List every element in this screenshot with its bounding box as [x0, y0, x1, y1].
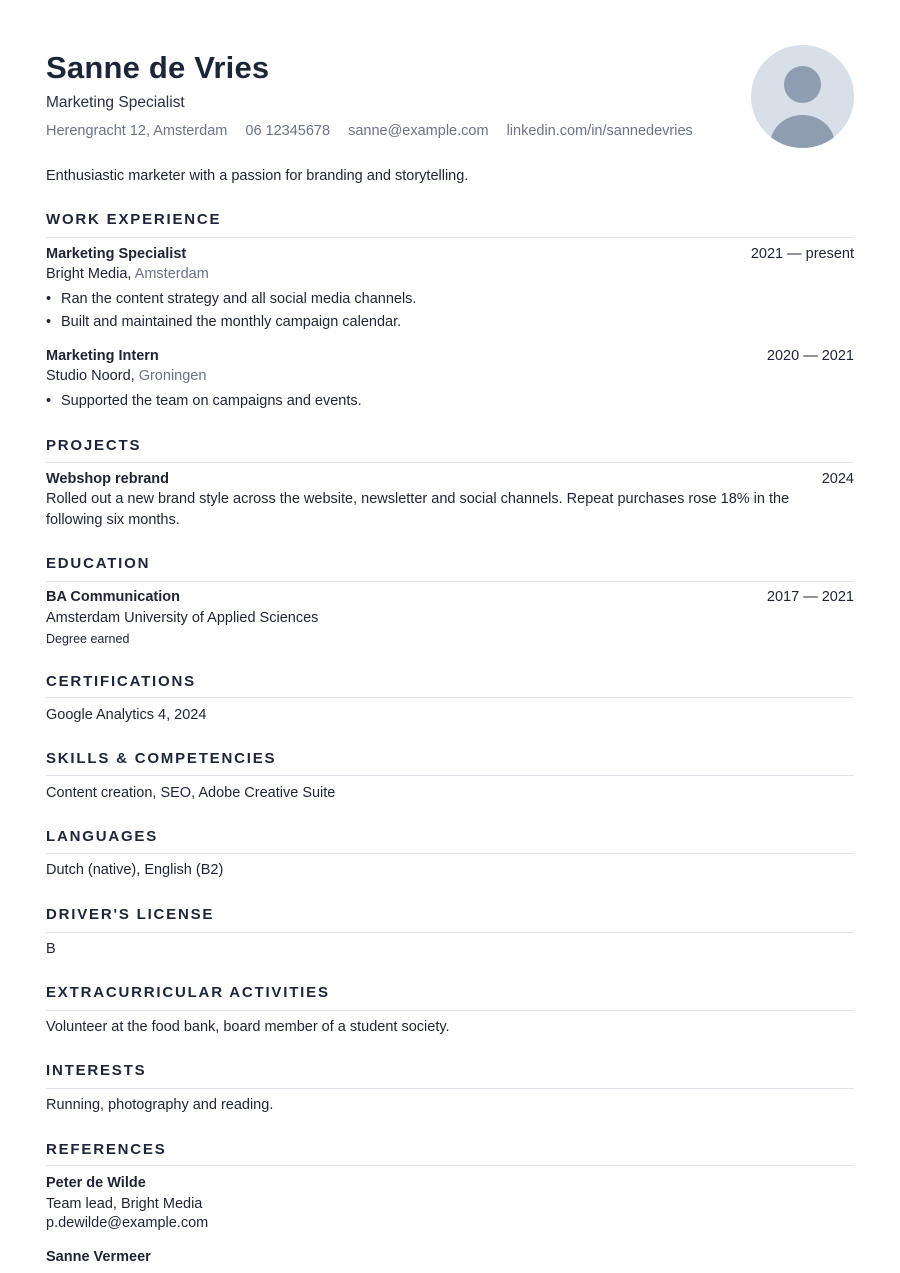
section-divider: [46, 1088, 854, 1089]
license-text: B: [46, 941, 56, 957]
education-dates: 2017 — 2021: [766, 589, 854, 605]
resume-page: [46, 0, 854, 1265]
job-dates: 2021 — present: [750, 246, 854, 262]
section-divider: [46, 1010, 854, 1011]
contact-phone: 06 12345678: [245, 123, 331, 139]
project-year: 2024: [821, 471, 854, 487]
section-title-license: DRIVER'S LICENSE: [46, 906, 215, 923]
reference-email: p.dewilde@example.com: [46, 1215, 209, 1231]
section-title-education: EDUCATION: [46, 555, 151, 572]
contact-line: [46, 123, 707, 139]
contact-email: sanne@example.com: [348, 123, 489, 139]
section-divider: [46, 697, 854, 698]
reference-name: Peter de Wilde: [46, 1175, 146, 1191]
contact-address: Herengracht 12, Amsterdam: [46, 123, 228, 139]
section-divider: [46, 237, 854, 238]
reference-role: Team lead, Bright Media: [46, 1196, 203, 1212]
job-company-line: [46, 266, 209, 282]
job-dates: 2020 — 2021: [766, 348, 854, 364]
extracurricular-text: Volunteer at the food bank, board member of a student society.: [46, 1019, 450, 1035]
list-item: • Supported the team on campaigns and events.: [46, 393, 362, 409]
person-silhouette-icon: [784, 66, 821, 103]
education-note: Degree earned: [46, 632, 130, 646]
section-divider: [46, 581, 854, 582]
list-item: • Ran the content strategy and all social media channels.: [46, 291, 417, 307]
section-title-languages: LANGUAGES: [46, 828, 159, 845]
job-company-line: [46, 368, 206, 384]
languages-text: Dutch (native), English (B2): [46, 862, 224, 878]
reference-name: Sanne Vermeer: [46, 1249, 151, 1265]
section-title-interests: INTERESTS: [46, 1062, 147, 1079]
job-city: Amsterdam: [134, 266, 209, 282]
section-title-certifications: CERTIFICATIONS: [46, 673, 196, 690]
section-title-references: REFERENCES: [46, 1141, 167, 1158]
section-divider: [46, 853, 854, 854]
section-title-work: WORK EXPERIENCE: [46, 211, 222, 228]
section-title-extracurricular: EXTRACURRICULAR ACTIVITIES: [46, 984, 330, 1001]
candidate-title: Marketing Specialist: [46, 94, 185, 111]
job-city: Groningen: [138, 368, 207, 384]
resume-header: [46, 0, 854, 150]
job-company: Bright Media,: [46, 266, 132, 282]
person-silhouette-body: [770, 115, 835, 148]
job-title: Marketing Intern: [46, 348, 159, 364]
project-name: Webshop rebrand: [46, 471, 169, 487]
certifications-text: Google Analytics 4, 2024: [46, 707, 207, 723]
education-school: Amsterdam University of Applied Sciences: [46, 610, 319, 626]
section-title-projects: PROJECTS: [46, 437, 142, 454]
section-divider: [46, 462, 854, 463]
education-degree: BA Communication: [46, 589, 180, 605]
avatar: [751, 45, 854, 148]
summary: Enthusiastic marketer with a passion for branding and storytelling.: [46, 168, 469, 184]
job-company: Studio Noord,: [46, 368, 135, 384]
section-divider: [46, 775, 854, 776]
list-item: • Built and maintained the monthly campaign calendar.: [46, 314, 402, 330]
candidate-name: Sanne de Vries: [46, 50, 270, 85]
project-description: Rolled out a new brand style across the website, newsletter and social channels. Repeat purchases rose 18% in the following six months.: [46, 491, 790, 528]
interests-text: Running, photography and reading.: [46, 1097, 274, 1113]
section-title-skills: SKILLS & COMPETENCIES: [46, 750, 277, 767]
job-title: Marketing Specialist: [46, 246, 187, 262]
contact-linkedin: linkedin.com/in/sannedevries: [506, 123, 693, 139]
section-divider: [46, 932, 854, 933]
skills-text: Content creation, SEO, Adobe Creative Suite: [46, 785, 336, 801]
section-divider: [46, 1165, 854, 1166]
